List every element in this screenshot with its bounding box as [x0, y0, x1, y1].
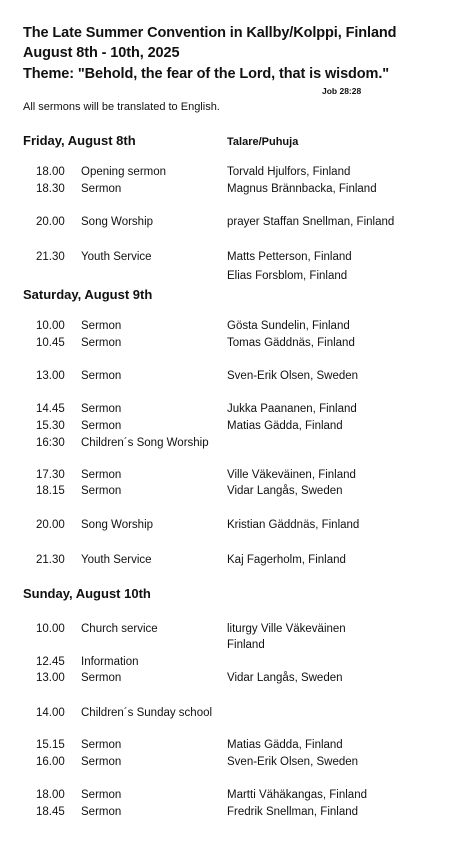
- entry-speaker: Matias Gädda, Finland: [227, 420, 343, 432]
- entry-time: 10.45: [36, 337, 65, 349]
- entry-event: Opening sermon: [81, 166, 167, 178]
- entry-time: 13.00: [36, 672, 65, 684]
- entry-event: Sermon: [81, 420, 122, 432]
- entry-speaker: Jukka Paananen, Finland: [227, 403, 357, 415]
- entry-speaker-secondary: Elias Forsblom, Finland: [227, 270, 348, 282]
- day-heading: Friday, August 8th: [23, 133, 136, 148]
- entry-event: Youth Service: [81, 251, 152, 263]
- entry-event: Sermon: [81, 183, 122, 195]
- entry-time: 18.00: [36, 789, 65, 801]
- entry-time: 14.00: [36, 707, 65, 719]
- entry-event: Youth Service: [81, 554, 152, 566]
- entry-time: 21.30: [36, 251, 65, 263]
- entry-speaker: Kaj Fagerholm, Finland: [227, 554, 346, 566]
- entry-event: Sermon: [81, 672, 122, 684]
- entry-time: 18.00: [36, 166, 65, 178]
- entry-speaker: Matts Petterson, Finland: [227, 251, 352, 263]
- entry-event: Sermon: [81, 739, 122, 751]
- entry-time: 15.30: [36, 420, 65, 432]
- entry-speaker-secondary: Finland: [227, 639, 265, 651]
- entry-speaker: Magnus Brännbacka, Finland: [227, 183, 377, 195]
- day-heading: Sunday, August 10th: [23, 586, 151, 601]
- entry-time: 14.45: [36, 403, 65, 415]
- entry-time: 12.45: [36, 656, 65, 668]
- entry-speaker: Sven-Erik Olsen, Sweden: [227, 756, 359, 768]
- entry-time: 16.00: [36, 756, 65, 768]
- entry-time: 20.00: [36, 519, 65, 531]
- entry-time: 13.00: [36, 370, 65, 382]
- entry-time: 18.30: [36, 183, 65, 195]
- entry-speaker: Kristian Gäddnäs, Finland: [227, 519, 360, 531]
- bible-reference: Job 28:28: [322, 86, 362, 96]
- entry-event: Sermon: [81, 403, 122, 415]
- entry-speaker: liturgy Ville Väkeväinen: [227, 623, 346, 635]
- entry-event: Song Worship: [81, 519, 154, 531]
- entry-time: 10.00: [36, 623, 65, 635]
- entry-event: Sermon: [81, 756, 122, 768]
- entry-time: 18.45: [36, 806, 65, 818]
- entry-time: 15.15: [36, 739, 65, 751]
- entry-time: 21.30: [36, 554, 65, 566]
- date-range: August 8th - 10th, 2025: [23, 45, 180, 61]
- entry-speaker: prayer Staffan Snellman, Finland: [227, 216, 395, 228]
- day-heading: Saturday, August 9th: [23, 287, 153, 302]
- entry-event: Song Worship: [81, 216, 154, 228]
- entry-speaker: Martti Vähäkangas, Finland: [227, 789, 367, 801]
- theme: Theme: "Behold, the fear of the Lord, that is wisdom.": [23, 66, 390, 82]
- entry-event: Sermon: [81, 337, 122, 349]
- entry-time: 18.15: [36, 485, 65, 497]
- entry-event: Children´s Sunday school: [81, 707, 213, 719]
- entry-speaker: Sven-Erik Olsen, Sweden: [227, 370, 359, 382]
- translation-note: All sermons will be translated to English.: [23, 101, 220, 113]
- entry-speaker: Vidar Langås, Sweden: [227, 672, 343, 684]
- entry-event: Sermon: [81, 485, 122, 497]
- page-title: The Late Summer Convention in Kallby/Kolppi, Finland: [23, 25, 397, 41]
- entry-time: 10.00: [36, 320, 65, 332]
- entry-time: 16:30: [36, 437, 65, 449]
- speaker-column-header: Talare/Puhuja: [227, 136, 299, 148]
- entry-speaker: Fredrik Snellman, Finland: [227, 806, 359, 818]
- entry-time: 20.00: [36, 216, 65, 228]
- entry-event: Sermon: [81, 320, 122, 332]
- entry-speaker: Matias Gädda, Finland: [227, 739, 343, 751]
- entry-speaker: Torvald Hjulfors, Finland: [227, 166, 351, 178]
- entry-speaker: Tomas Gäddnäs, Finland: [227, 337, 355, 349]
- entry-speaker: Vidar Langås, Sweden: [227, 485, 343, 497]
- entry-event: Sermon: [81, 789, 122, 801]
- entry-event: Sermon: [81, 370, 122, 382]
- entry-event: Church service: [81, 623, 158, 635]
- entry-event: Sermon: [81, 469, 122, 481]
- entry-speaker: Ville Väkeväinen, Finland: [227, 469, 356, 481]
- entry-speaker: Gösta Sundelin, Finland: [227, 320, 350, 332]
- entry-time: 17.30: [36, 469, 65, 481]
- entry-event: Children´s Song Worship: [81, 437, 209, 449]
- entry-event: Information: [81, 656, 139, 668]
- entry-event: Sermon: [81, 806, 122, 818]
